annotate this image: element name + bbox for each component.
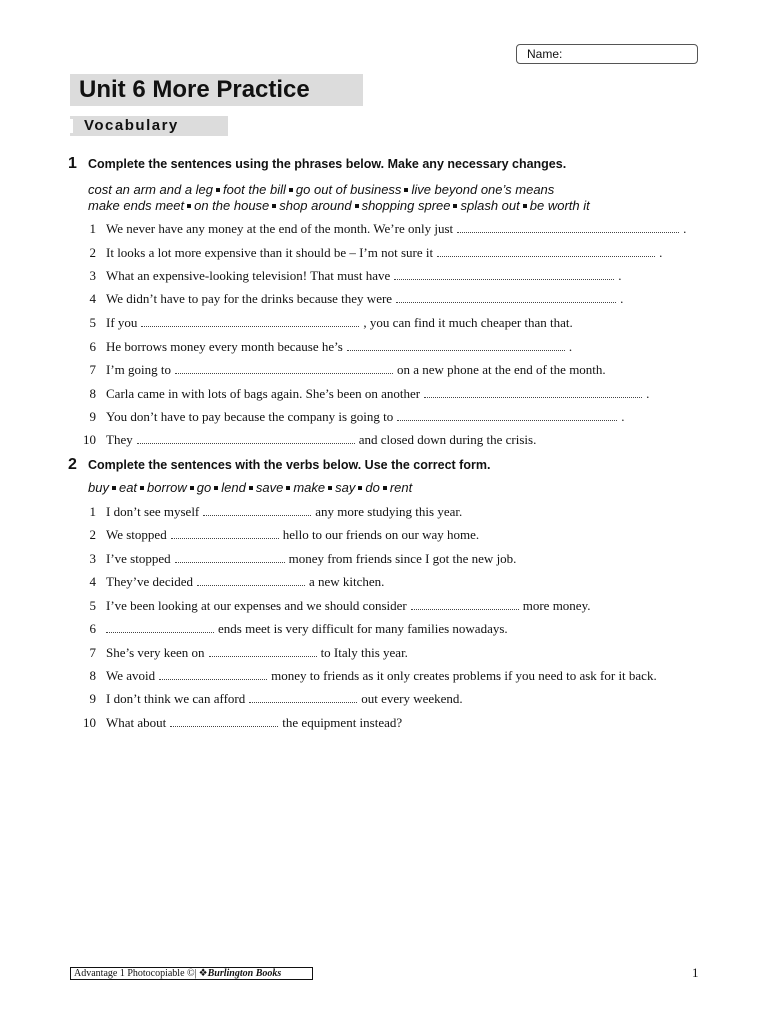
item-number: 10 — [83, 432, 96, 447]
answer-blank[interactable] — [137, 433, 355, 444]
phrase: on the house — [194, 198, 270, 213]
item-number: 7 — [89, 362, 96, 377]
verb: rent — [389, 480, 413, 495]
item-text: I’ve been looking at our expenses and we should consider — [106, 598, 407, 613]
item-text-end: money from friends since I got the new job. — [288, 551, 517, 566]
answer-blank[interactable] — [159, 669, 267, 680]
item-text: He borrows money every month because he’s — [106, 339, 343, 354]
item-text: I’m going to — [106, 362, 171, 377]
square-bullet-icon — [286, 486, 290, 490]
answer-blank[interactable] — [424, 387, 642, 398]
item-number: 6 — [89, 621, 96, 636]
publisher-logo-icon: ❖ — [196, 968, 208, 979]
verb: say — [335, 480, 356, 495]
page-title: Unit 6 More Practice — [79, 76, 310, 103]
phrase: live beyond one’s means — [411, 182, 555, 197]
item-text-end: , you can find it much cheaper than that. — [363, 315, 573, 330]
square-bullet-icon — [216, 188, 220, 192]
answer-blank[interactable] — [437, 246, 655, 257]
item-text-end: hello to our friends on our way home. — [282, 527, 480, 542]
phrase: splash out — [460, 198, 520, 213]
item-text-end: a new kitchen. — [308, 574, 385, 589]
item-text-end: out every weekend. — [361, 691, 463, 706]
name-field[interactable] — [516, 44, 698, 64]
verb: do — [365, 480, 380, 495]
phrase: shopping spree — [361, 198, 451, 213]
answer-blank[interactable] — [457, 222, 679, 233]
answer-blank[interactable] — [106, 622, 214, 633]
item-number: 4 — [89, 291, 96, 306]
answer-blank[interactable] — [197, 575, 305, 586]
item-number: 3 — [89, 551, 96, 566]
square-bullet-icon — [355, 204, 359, 208]
item-text: It looks a lot more expensive than it should be – I’m not sure it — [106, 245, 434, 260]
exercise-2-instruction: Complete the sentences with the verbs below. Use the correct form. — [88, 458, 491, 472]
item-text: I don’t think we can afford — [106, 691, 246, 706]
item-text-end: . — [618, 268, 622, 283]
square-bullet-icon — [383, 486, 387, 490]
phrase: shop around — [279, 198, 352, 213]
answer-blank[interactable] — [203, 505, 311, 516]
item-text-end: to Italy this year. — [320, 645, 408, 660]
verb: lend — [221, 480, 246, 495]
exercise-2-verbs — [88, 480, 412, 495]
square-bullet-icon — [358, 486, 362, 490]
verb: borrow — [147, 480, 187, 495]
item-number: 9 — [89, 691, 96, 706]
phrase: foot the bill — [223, 182, 286, 197]
item-text: I don’t see myself — [106, 504, 200, 519]
answer-blank[interactable] — [209, 646, 317, 657]
item-text: If you — [106, 315, 138, 330]
name-label: Name: — [527, 47, 563, 61]
item-text-end: any more studying this year. — [315, 504, 463, 519]
exercise-1-number: 1 — [68, 155, 77, 172]
answer-blank[interactable] — [175, 363, 393, 374]
item-number: 5 — [89, 598, 96, 613]
item-text-end: on a new phone at the end of the month. — [397, 362, 606, 377]
item-text-end: money to friends as it only creates problems if you need to ask for it back. — [271, 668, 657, 683]
square-bullet-icon — [140, 486, 144, 490]
exercise-2-number: 2 — [68, 456, 77, 473]
item-number: 4 — [89, 574, 96, 589]
phrase: make ends meet — [88, 198, 185, 213]
page-title-bar — [70, 74, 363, 106]
answer-blank[interactable] — [394, 269, 614, 280]
publisher-name: Burlington Books — [207, 968, 282, 979]
square-bullet-icon — [404, 188, 408, 192]
item-text-end: . — [621, 409, 625, 424]
verb: go — [196, 480, 212, 495]
item-number: 9 — [89, 409, 96, 424]
verb: save — [255, 480, 284, 495]
phrase: be worth it — [529, 198, 590, 213]
item-text-end: ends meet is very difficult for many families nowadays. — [218, 621, 508, 636]
answer-blank[interactable] — [397, 410, 617, 421]
verb: buy — [88, 480, 109, 495]
item-number: 2 — [89, 527, 96, 542]
footer-text: Advantage 1 Photocopiable © — [74, 968, 195, 979]
item-number: 5 — [89, 315, 96, 330]
phrase: go out of business — [295, 182, 402, 197]
answer-blank[interactable] — [249, 692, 357, 703]
item-text-end: . — [646, 386, 650, 401]
item-text: They’ve decided — [106, 574, 193, 589]
item-number: 8 — [89, 668, 96, 683]
item-number: 6 — [89, 339, 96, 354]
item-number: 8 — [89, 386, 96, 401]
exercise-1-phrases-row1 — [88, 182, 554, 197]
item-number: 3 — [89, 268, 96, 283]
item-number: 1 — [89, 504, 96, 519]
verb: make — [293, 480, 326, 495]
item-text: I’ve stopped — [106, 551, 171, 566]
page-number: 1 — [692, 965, 699, 980]
phrase: cost an arm and a leg — [88, 182, 214, 197]
exercise-1-phrases-row2 — [88, 198, 590, 213]
item-text-end: and closed down during the crisis. — [358, 432, 537, 447]
section-marker — [70, 119, 73, 133]
square-bullet-icon — [523, 204, 527, 208]
item-text: Carla came in with lots of bags again. She’s been on another — [106, 386, 421, 401]
square-bullet-icon — [249, 486, 253, 490]
verb: eat — [118, 480, 138, 495]
item-text-end: . — [683, 221, 687, 236]
item-number: 2 — [89, 245, 96, 260]
exercise-1-instruction: Complete the sentences using the phrases below. Make any necessary changes. — [88, 157, 567, 171]
answer-blank[interactable] — [411, 599, 519, 610]
square-bullet-icon — [453, 204, 457, 208]
item-number: 1 — [89, 221, 96, 236]
item-number: 7 — [89, 645, 96, 660]
item-text: We stopped — [106, 527, 167, 542]
item-text: She’s very keen on — [106, 645, 205, 660]
section-header — [70, 116, 228, 136]
answer-blank[interactable] — [396, 292, 616, 303]
section-title: Vocabulary — [84, 117, 179, 134]
item-text-end: . — [568, 339, 573, 354]
item-text-end: the equipment instead? — [282, 715, 403, 730]
item-text: We avoid — [106, 668, 156, 683]
answer-blank[interactable] — [141, 316, 359, 327]
square-bullet-icon — [187, 204, 191, 208]
item-text: You don’t have to pay because the company is going to — [106, 409, 394, 424]
answer-blank[interactable] — [171, 528, 279, 539]
item-text-end: more money. — [522, 598, 591, 613]
square-bullet-icon — [289, 188, 293, 192]
item-text: We never have any money at the end of the month. We’re only just — [106, 221, 454, 236]
square-bullet-icon — [190, 486, 194, 490]
item-text: What about — [106, 715, 167, 730]
square-bullet-icon — [214, 486, 218, 490]
square-bullet-icon — [328, 486, 332, 490]
item-number: 10 — [83, 715, 96, 730]
item-text: What an expensive-looking television! That must have — [106, 268, 391, 283]
answer-blank[interactable] — [170, 716, 278, 727]
answer-blank[interactable] — [175, 552, 285, 563]
square-bullet-icon — [112, 486, 116, 490]
answer-blank[interactable] — [347, 340, 565, 351]
footer-copyright: Advantage 1 Photocopiable ©| ❖Burlington Books — [70, 967, 313, 980]
item-text: We didn’t have to pay for the drinks because they were — [106, 291, 393, 306]
square-bullet-icon — [272, 204, 276, 208]
item-text-end: . — [659, 245, 663, 260]
item-text: They — [106, 432, 133, 447]
item-text-end: . — [620, 291, 624, 306]
